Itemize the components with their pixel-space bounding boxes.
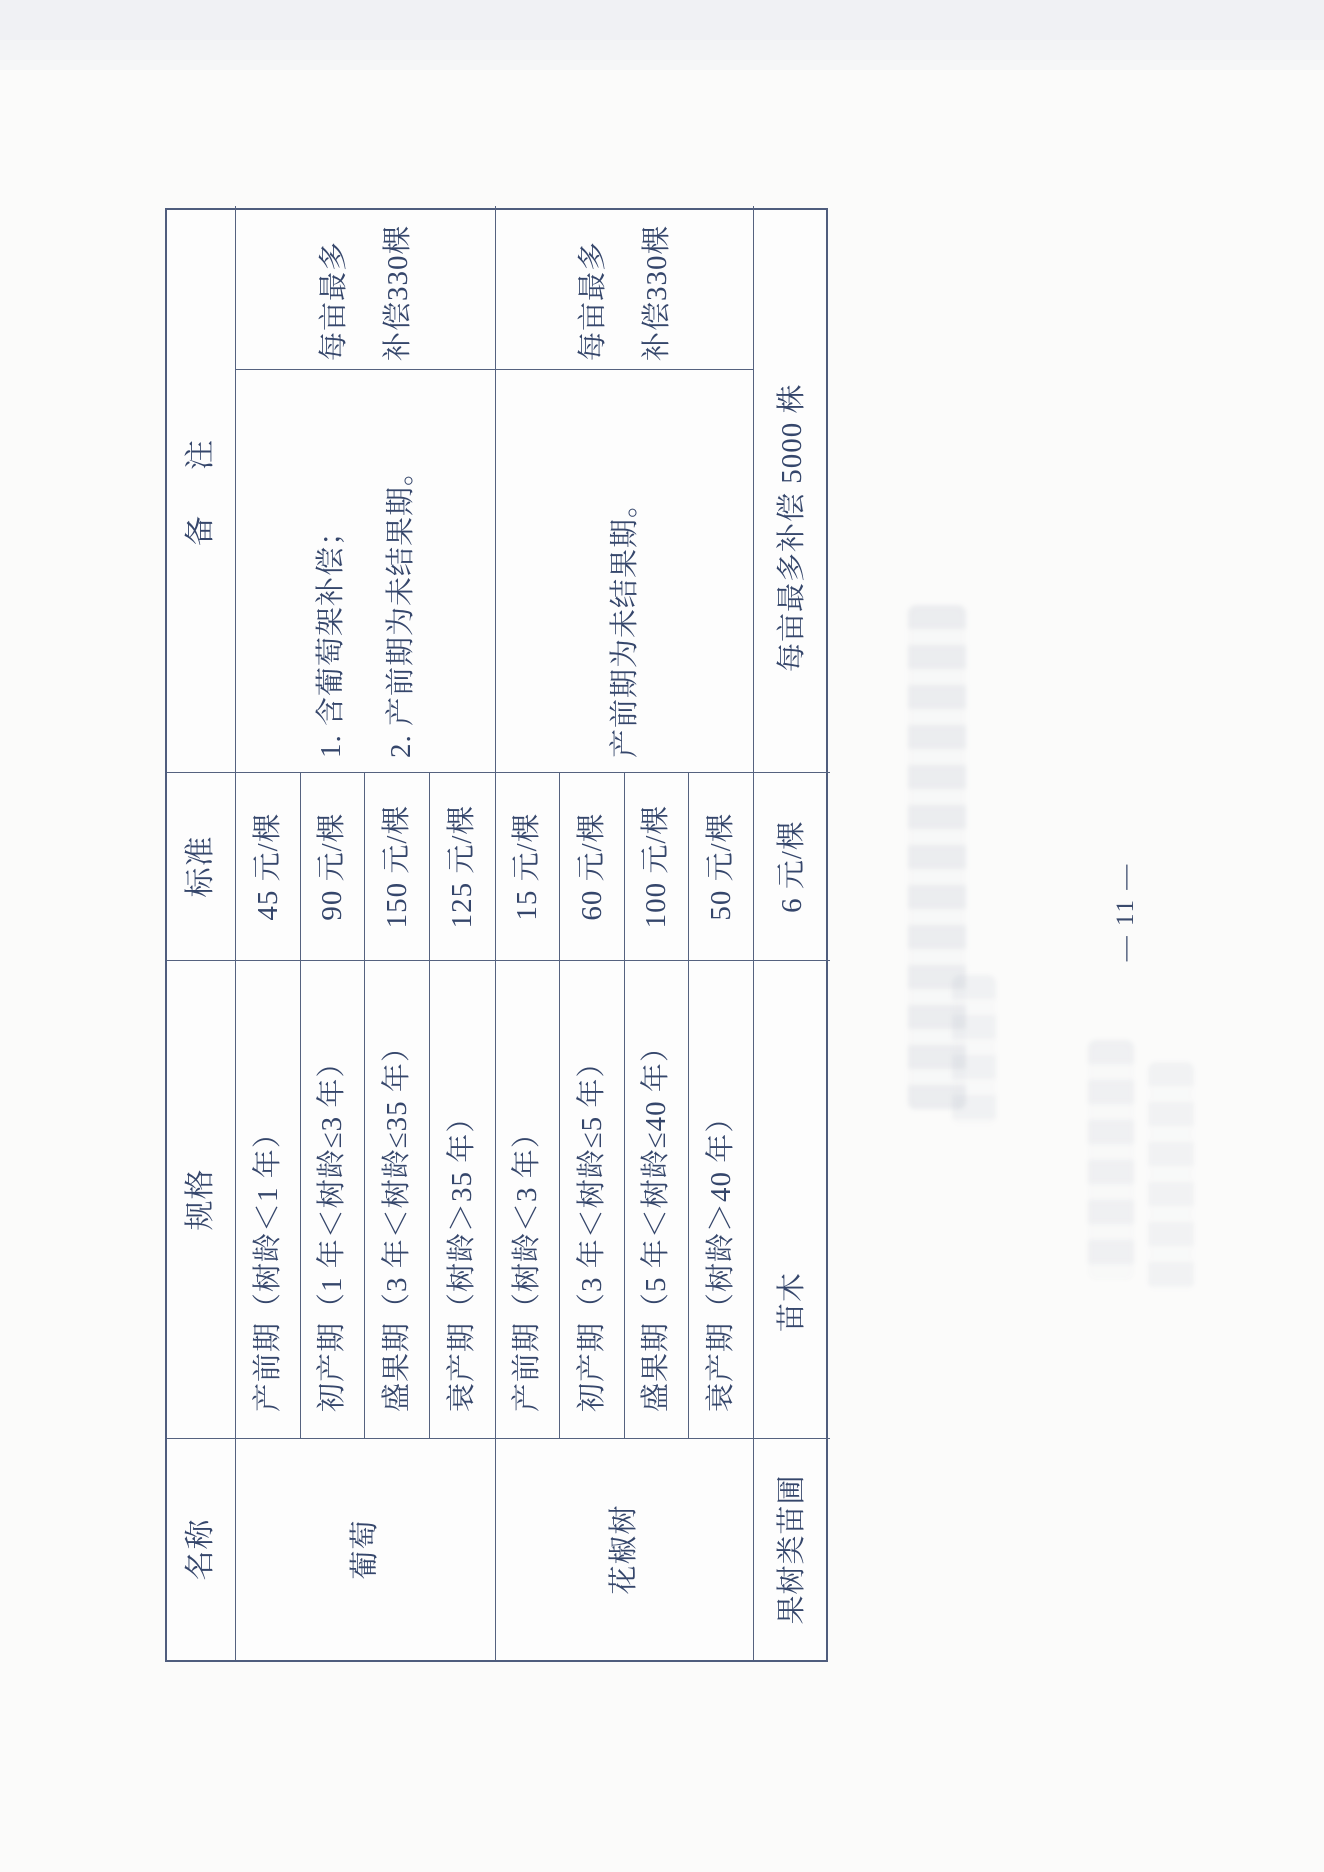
standard-cell: 15 元/棵 <box>495 773 559 961</box>
standard-cell: 100 元/棵 <box>624 773 688 961</box>
spec-cell: 衰产期（树龄＞40 年） <box>688 961 753 1439</box>
bleed-through-artifact <box>952 975 996 1125</box>
standard-cell: 45 元/棵 <box>235 773 300 961</box>
standard-cell: 6 元/棵 <box>753 773 830 961</box>
remark-cell-grape <box>235 370 495 773</box>
header-remark: 备 注 <box>167 206 235 773</box>
bleed-through-artifact <box>908 605 966 1110</box>
bleed-through-artifact <box>1088 1040 1134 1280</box>
standard-cell: 150 元/棵 <box>364 773 429 961</box>
compensation-standards-table <box>165 208 828 1662</box>
name-cell-fruit-nursery: 果树类苗圃 <box>753 1439 830 1660</box>
remark-cell-fruit-nursery: 每亩最多补偿 5000 株 <box>753 206 830 773</box>
header-standard: 标准 <box>167 773 235 961</box>
standard-cell: 90 元/棵 <box>300 773 364 961</box>
spec-cell: 盛果期（5 年＜树龄≤40 年） <box>624 961 688 1439</box>
rotated-table-wrapper <box>165 208 828 1662</box>
header-name: 名称 <box>184 1518 217 1581</box>
spec-cell: 衰产期（树龄＞35 年） <box>429 961 495 1439</box>
page-number: — 11 — <box>1112 862 1139 962</box>
standard-cell: 60 元/棵 <box>559 773 624 961</box>
remark-limit-cell-grape: 每亩最多补偿330棵 <box>235 206 495 370</box>
spec-cell: 初产期（1 年＜树龄≤3 年） <box>300 961 364 1439</box>
remark-line: 1. 含葡萄架补偿； <box>314 515 347 758</box>
bleed-through-artifact <box>1148 1062 1194 1290</box>
spec-cell-seedling: 苗木 <box>753 961 830 1439</box>
remark-cell-pepper-tree <box>495 370 753 773</box>
name-cell-pepper-tree: 花椒树 <box>495 1439 753 1660</box>
scan-streak <box>0 0 1324 70</box>
header-spec: 规格 <box>167 961 235 1439</box>
name-cell-grape: 葡萄 <box>235 1439 495 1660</box>
spec-cell: 产前期（树龄＜1 年） <box>235 961 300 1439</box>
spec-cell: 盛果期（3 年＜树龄≤35 年） <box>364 961 429 1439</box>
standard-cell: 125 元/棵 <box>429 773 495 961</box>
spec-cell: 初产期（3 年＜树龄≤5 年） <box>559 961 624 1439</box>
remark-line: 2. 产前期为未结果期。 <box>384 455 417 758</box>
spec-cell: 产前期（树龄＜3 年） <box>495 961 559 1439</box>
remark-limit-cell-pepper-tree: 每亩最多补偿330棵 <box>495 206 753 370</box>
scan-streak <box>0 0 1324 60</box>
scan-streak <box>0 0 1324 40</box>
remark-line: 产前期为未结果期。 <box>608 487 641 758</box>
standard-cell: 50 元/棵 <box>688 773 753 961</box>
